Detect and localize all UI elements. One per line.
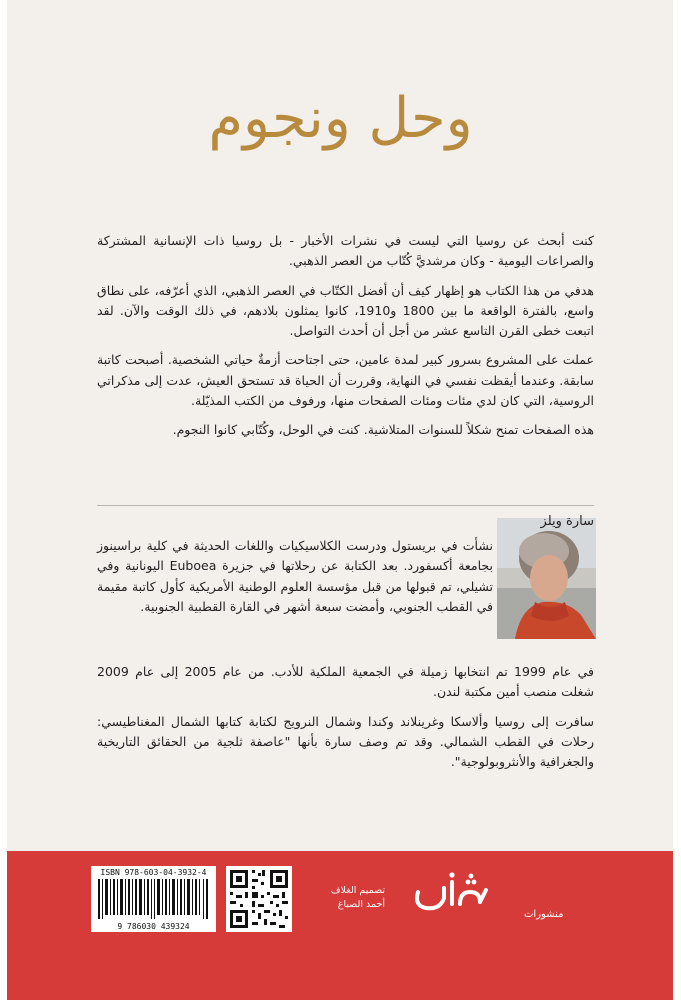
blurb-paragraph: هدفي من هذا الكتاب هو إظهار كيف أن أفضل الكتّاب في العصر الذهبي، الذي أعرّفه، على نطاق واسع، بالفترة الواقعة ما بين 1800 و1910، كانوا يمثلون بلادهم، في ذلك الوقت والآن. لقد اتبعت خطى القرن التاسع عشر من أجل أن أحدث التواصل. — [97, 282, 594, 339]
cover-design-credit — [331, 884, 385, 912]
isbn-barcode — [91, 866, 216, 932]
author-bio — [97, 536, 493, 626]
publisher-logo-icon — [404, 868, 512, 920]
barcode-icon — [96, 879, 211, 919]
author-bio-paragraph: سافرت إلى روسيا وألاسكا وغرينلاند وكندا وشمال النرويج لكتابة كتابها الشمال المغناطيسي: رحلات في القطب الشمالي. وقد تم وصف سارة بأنها "عاصفة ثلجية من الحقائق التاريخية والجغرافية والأنثروبولوجية". — [97, 713, 594, 770]
designer-name: أحمد الصباغ — [337, 899, 385, 910]
author-photo — [497, 518, 596, 639]
publisher-logo — [404, 868, 512, 920]
designer-label: تصميم الغلاف — [330, 885, 385, 896]
barcode-number: 9 786030 439324 — [117, 922, 190, 931]
author-name: سارة ويلز — [540, 514, 594, 529]
author-bio-paragraph: في عام 1999 تم انتخابها زميلة في الجمعية الملكية للأدب. من عام 2005 إلى عام 2009 شغلت منصب أمين مكتبة لندن. — [97, 664, 594, 700]
blurb — [97, 231, 594, 450]
publisher-label: منشورات — [524, 909, 564, 920]
blurb-paragraph: عملت على المشروع بسرور كبير لمدة عامين، حتى اجتاحت أزمةٌ حياتي الشخصية. أصبحت كاتبة سابقة. وعندما أيقظت نفسي في النهاية، وقررت أن الحياة قد تستحق العيش، عدت إلى مذكراتي الروسية، التي كان لدي مئات ومئات الصفحات منها، ورفوف من الكتب المذيّلة. — [97, 352, 594, 409]
qr-code-icon — [226, 866, 292, 932]
isbn-label: ISBN 978-603-04-3932-4 — [100, 868, 207, 877]
section-divider — [97, 505, 594, 506]
author-bio-more — [97, 662, 594, 781]
qr-code — [226, 866, 292, 932]
book-title: وحل ونجوم — [208, 86, 473, 151]
author-bio-paragraph: نشأت في بريستول ودرست الكلاسيكيات واللغات الحديثة في كلية براسينوز بجامعة أكسفورد. بعد الكتابة عن رحلاتها في جزيرة Euboea اليونانية وفي تشيلي، تم قبولها من قبل مؤسسة العلوم الوطنية الأمريكية كأول كاتبة مقيمة في القطب الجنوبي، وأمضت سبعة أشهر في القارة القطبية الجنوبية. — [97, 538, 493, 614]
blurb-paragraph: هذه الصفحات تمنح شكلاً للسنوات المتلاشية. كنت في الوحل، وكُتّابي كانوا النجوم. — [172, 422, 594, 438]
blurb-paragraph: كنت أبحث عن روسيا التي ليست في نشرات الأخبار - بل روسيا ذات الإنسانية المشتركة والصراعات اليومية - وكان مرشديَّ كُتّاب من العصر الذهبي. — [97, 233, 594, 269]
